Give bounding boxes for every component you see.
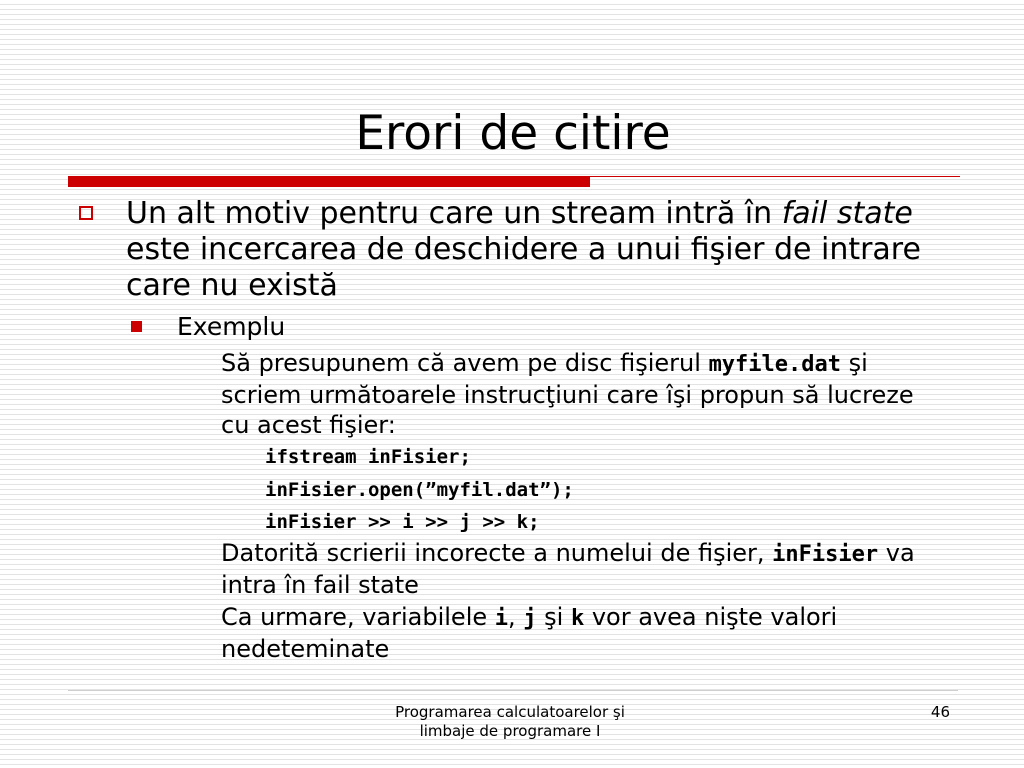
bullet1-part1: Un alt motiv pentru care un stream intră în [126,196,782,231]
para3-code-j: j [523,606,537,631]
para2-text2: va intra în fail state [221,539,915,599]
para3-sep2: şi [536,603,571,631]
footer-course-title [360,703,660,741]
para1-text1: Să presupunem că avem pe disc fişierul [221,349,709,377]
para3-code-i: i [494,606,508,631]
footer-line1: Programarea calculatoarelor şi [395,703,625,721]
para3-text2: vor avea nişte valori nedeteminate [221,603,838,663]
footer-divider [68,690,958,691]
code-line: inFisier >> i >> j >> k; [265,511,540,533]
bullet1-part2: este incercarea de deschidere a unui fişier de intrare care nu există [126,232,921,303]
para3-code-k: k [570,606,585,631]
bullet1-italic: fail state [781,196,913,231]
para3-text1: Ca urmare, variabilele [221,603,495,631]
paragraph-fail-state [221,538,941,600]
code-line: inFisier.open(”myfil.dat”); [265,479,574,501]
para2-text1: Datorită scrierii incorecte a numelui de fişier, [221,539,773,567]
bullet-level1-text [126,196,956,304]
code-line: ifstream inFisier; [265,446,471,468]
para3-sep1: , [508,603,524,631]
page-number: 46 [930,703,950,721]
slide-title: Erori de citire [355,106,671,161]
filled-square-bullet-icon [131,321,142,332]
para1-code-filename: myfile.dat [708,352,842,377]
para2-code-stream: inFisier [772,542,879,567]
bullet-level2-exemplu: Exemplu [177,312,286,341]
paragraph-example-intro [221,348,941,440]
hollow-square-bullet-icon [79,206,93,220]
para1-text2: şi scriem următoarele instrucţiuni care îşi propun să lucreze cu acest fişier: [221,349,914,439]
paragraph-consequence [221,602,941,664]
footer-line2: limbaje de programare I [419,722,601,740]
